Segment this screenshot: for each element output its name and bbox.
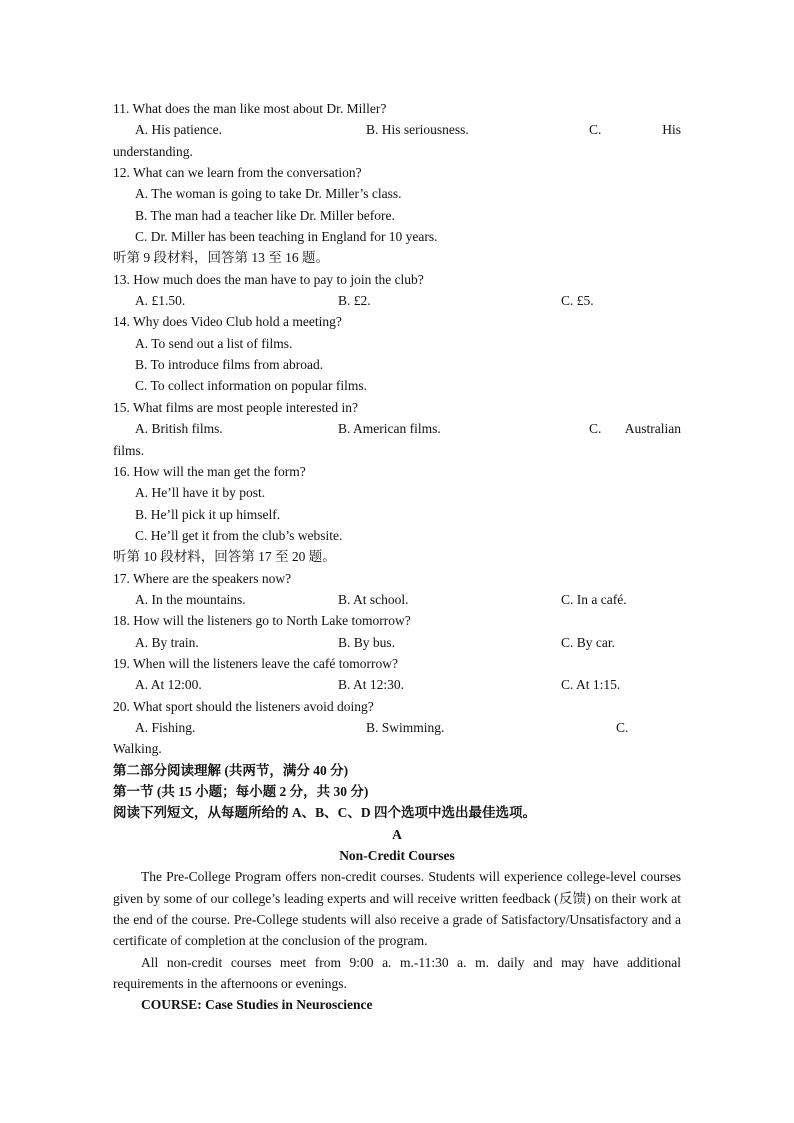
q15-option-a: A. British films. (135, 421, 223, 437)
passage-paragraph-1: The Pre-College Program offers non-credit courses. Students will experience college-level courses given by some of our college’s leading experts and will receive written feedback (反馈) on their work at the end of the course. Pre-College students will also receive a grade of Satisfactory/Unsatisfactory and a certificate of completion at the conclusion of the program. (113, 869, 681, 949)
q13-option-a: A. £1.50. (135, 293, 186, 309)
q14-stem: 14. Why does Video Club hold a meeting? (113, 314, 342, 330)
q16-option-c: C. He’ll get it from the club’s website. (135, 527, 343, 543)
q20-option-c-continued: Walking. (113, 741, 162, 757)
q20-option-c-label: C. (616, 719, 629, 735)
q17-option-a: A. In the mountains. (135, 591, 246, 607)
q12-option-a: A. The woman is going to take Dr. Miller’s class. (135, 186, 402, 202)
q19-option-a: A. At 12:00. (135, 677, 202, 693)
part2-instruction: 阅读下列短文，从每题所给的 A、B、C、D 四个选项中选出最佳选项。 (113, 805, 537, 821)
q15-option-c-continued: films. (113, 442, 145, 458)
q15-stem: 15. What films are most people interested in? (113, 399, 358, 415)
q19-option-b: B. At 12:30. (338, 677, 405, 693)
q11-option-b: B. His seriousness. (366, 122, 469, 138)
q18-option-c: C. By car. (561, 634, 615, 650)
part2-title: 第二部分阅读理解 (共两节，满分 40 分) (113, 762, 349, 778)
q16-option-b: B. He’ll pick it up himself. (135, 506, 281, 522)
q17-option-b: B. At school. (338, 591, 409, 607)
passage-paragraph-2: All non-credit courses meet from 9:00 a. m.-11:30 a. m. daily and may have additional requirements in the afternoons or evenings. (113, 954, 681, 992)
q20-option-b: B. Swimming. (366, 719, 445, 735)
q12-stem: 12. What can we learn from the conversation? (113, 165, 362, 181)
q11-options (113, 119, 681, 140)
q11-stem: 11. What does the man like most about Dr. Miller? (113, 101, 387, 116)
q11-option-c-word: His (662, 122, 681, 138)
q15-option-c-word: Australian (624, 421, 681, 437)
q13-stem: 13. How much does the man have to pay to join the club? (113, 271, 424, 287)
q18-stem: 18. How will the listeners go to North Lake tomorrow? (113, 613, 411, 629)
q20-option-a: A. Fishing. (135, 719, 196, 735)
q13-option-b: B. £2. (338, 293, 371, 309)
q14-option-a: A. To send out a list of films. (135, 335, 293, 351)
course-heading: COURSE: Case Studies in Neuroscience (141, 997, 373, 1013)
q13-options (113, 290, 681, 311)
q12-option-c: C. Dr. Miller has been teaching in England for 10 years. (135, 229, 438, 245)
passage-title: Non-Credit Courses (339, 848, 455, 864)
q11-option-a: A. His patience. (135, 122, 222, 138)
section-9-instruction: 听第 9 段材料，回答第 13 至 16 题。 (113, 250, 329, 266)
q18-options (113, 632, 681, 653)
q12-option-b: B. The man had a teacher like Dr. Miller before. (135, 207, 395, 223)
q18-option-a: A. By train. (135, 634, 199, 650)
q17-options (113, 589, 681, 610)
q18-option-b: B. By bus. (338, 634, 396, 650)
q20-stem: 20. What sport should the listeners avoid doing? (113, 698, 374, 714)
q19-stem: 19. When will the listeners leave the café tomorrow? (113, 655, 399, 671)
passage-letter: A (392, 826, 402, 842)
q14-option-c: C. To collect information on popular films. (135, 378, 368, 394)
q16-option-a: A. He’ll have it by post. (135, 485, 266, 501)
q15-options (113, 418, 681, 439)
q13-option-c: C. £5. (561, 293, 594, 309)
q16-stem: 16. How will the man get the form? (113, 463, 306, 479)
q20-options (113, 717, 681, 738)
q14-option-b: B. To introduce films from abroad. (135, 357, 324, 373)
q11-option-c-continued: understanding. (113, 143, 193, 159)
q15-option-c-label: C. (589, 421, 602, 437)
exam-page (113, 98, 681, 1016)
q17-stem: 17. Where are the speakers now? (113, 570, 292, 586)
q19-options (113, 674, 681, 695)
section-10-instruction: 听第 10 段材料，回答第 17 至 20 题。 (113, 549, 336, 565)
q15-option-b: B. American films. (338, 421, 441, 437)
q17-option-c: C. In a café. (561, 591, 627, 607)
q11-option-c-label: C. (589, 122, 602, 138)
q19-option-c: C. At 1:15. (561, 677, 621, 693)
part2-section1-title: 第一节 (共 15 小题；每小题 2 分，共 30 分) (113, 784, 369, 799)
